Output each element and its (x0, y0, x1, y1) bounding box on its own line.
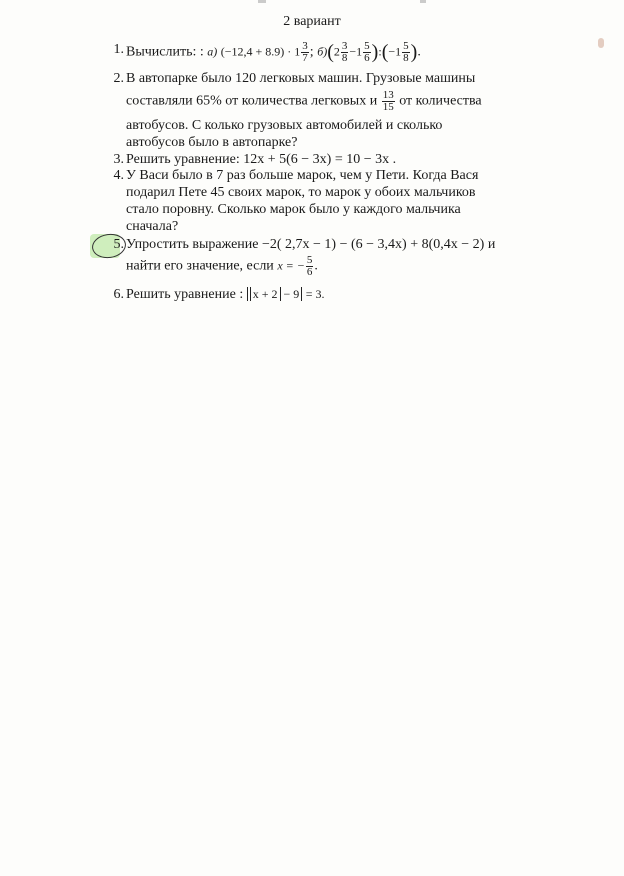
variant-title: 2 вариант (283, 14, 341, 29)
task-2 (104, 70, 514, 150)
task-number: 2. (113, 71, 124, 86)
task-1 (104, 38, 514, 66)
fraction: $\frac{5}{6}$ (364, 40, 370, 64)
equals: = 3. (305, 287, 325, 301)
task-3 (104, 151, 514, 168)
outer-abs: x + 2 − 9 (247, 287, 303, 301)
part-a-expression: (−12,4 + 8.9) · 1 (220, 44, 301, 59)
task-body (126, 70, 516, 151)
separator: ; (309, 44, 314, 60)
scan-mark (420, 0, 426, 3)
task-number: 4. (113, 168, 124, 183)
task-label: Вычислить: : (126, 44, 204, 60)
task-number: 6. (113, 287, 124, 302)
divide-sign: : (378, 44, 382, 59)
whole-part: −1 (349, 44, 363, 59)
scan-mark (598, 38, 604, 48)
text-line: автобусов было в автопарке? (126, 135, 298, 150)
task-body (126, 236, 516, 278)
text-line: стало поровну. Сколько марок было у каждого мальчика (126, 202, 461, 217)
fraction: $\frac{5}{8}$ (403, 40, 409, 64)
text-line: сначала? (126, 219, 179, 234)
fraction: $\frac{3}{7}$ (302, 40, 308, 64)
text-line: подарил Пете 45 своих марок, то марок у обоих мальчиков (126, 185, 476, 200)
end-dot: . (417, 44, 421, 60)
text-line: найти его значение, если x = − $\frac{5}{6}$ . (126, 254, 318, 278)
whole-part: 2 (333, 44, 340, 59)
scan-mark (258, 0, 266, 3)
text-line: составляли 65% от количества легковых и $\frac{13}{15}$ от количества (126, 89, 482, 113)
text-line: У Васи было в 7 раз больше марок, чем у Пети. Когда Вася (126, 168, 479, 183)
inner-abs: x + 2 (250, 287, 281, 301)
text-line: В автопарке было 120 легковых машин. Грузовые машины (126, 71, 476, 86)
text-line: автобусов. С колько грузовых автомобилей и сколько (126, 118, 443, 133)
task-4 (104, 167, 514, 235)
task-6 (104, 286, 514, 303)
task-body: Решить уравнение: 12x + 5(6 − 3x) = 10 − 3x . (126, 152, 397, 167)
fraction: $\frac{3}{8}$ (341, 40, 348, 64)
task-number: 3. (113, 152, 124, 167)
expression: x = − (277, 258, 305, 273)
text-line: Упростить выражение −2( 2,7x − 1) − (6 − 3,4x) + 8(0,4x − 2) и (126, 237, 496, 252)
task-body (126, 167, 516, 235)
whole-part: −1 (388, 44, 402, 59)
task-body: Вычислить: : а) (−12,4 + 8.9) · 1 $\frac{3}{7}$ ; б)(2 $\frac{3}{8}$ −1 $\frac{5}{6}$ ):(−1 $\frac{5}{8}$ ). (126, 40, 421, 64)
task-number: 1. (113, 42, 124, 57)
task-5 (104, 236, 514, 280)
part-b-label: б) (317, 44, 328, 59)
fraction: $\frac{5}{6}$ (306, 254, 313, 278)
fraction: $\frac{13}{15}$ (382, 89, 394, 113)
task-number: 5. (113, 237, 124, 252)
task-body: Решить уравнение : x + 2 − 9 = 3. (126, 287, 325, 302)
part-a-label: а) (207, 44, 218, 59)
